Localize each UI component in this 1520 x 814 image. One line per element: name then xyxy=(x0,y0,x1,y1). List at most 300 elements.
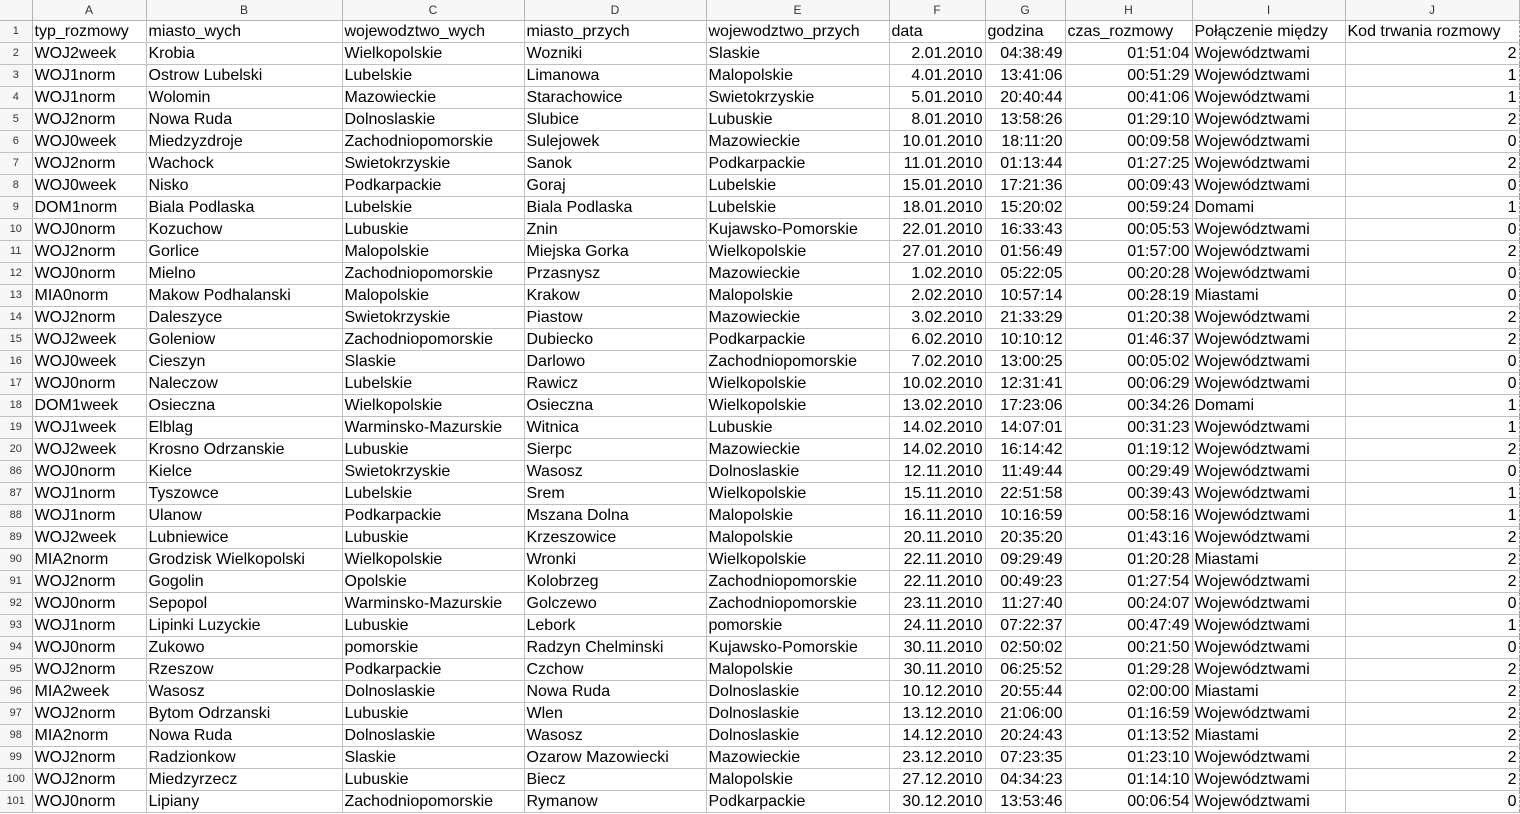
cell[interactable]: 00:05:53 xyxy=(1065,218,1192,240)
cell[interactable]: Sanok xyxy=(524,152,706,174)
cell[interactable]: Osieczna xyxy=(524,394,706,416)
cell[interactable]: 00:24:07 xyxy=(1065,592,1192,614)
cell[interactable]: Krzeszowice xyxy=(524,526,706,548)
column-header[interactable]: B xyxy=(146,0,342,20)
cell[interactable]: 18.01.2010 xyxy=(889,196,985,218)
cell[interactable]: Województwami xyxy=(1192,416,1345,438)
cell[interactable]: Znin xyxy=(524,218,706,240)
cell[interactable]: Podkarpackie xyxy=(706,328,889,350)
cell[interactable]: Województwami xyxy=(1192,526,1345,548)
cell[interactable]: 20:55:44 xyxy=(985,680,1065,702)
cell[interactable]: 14:07:01 xyxy=(985,416,1065,438)
cell[interactable]: Ozarow Mazowiecki xyxy=(524,746,706,768)
cell[interactable]: Limanowa xyxy=(524,64,706,86)
row-header[interactable]: 6 xyxy=(0,130,32,152)
cell[interactable]: Kujawsko-Pomorskie xyxy=(706,636,889,658)
cell[interactable]: 22.11.2010 xyxy=(889,548,985,570)
cell[interactable]: Lubuskie xyxy=(706,108,889,130)
column-header[interactable]: H xyxy=(1065,0,1192,20)
cell[interactable]: Mazowieckie xyxy=(706,262,889,284)
cell[interactable]: 13.02.2010 xyxy=(889,394,985,416)
cell[interactable]: Dolnoslaskie xyxy=(342,680,524,702)
cell[interactable]: Slubice xyxy=(524,108,706,130)
cell[interactable]: 2 xyxy=(1345,42,1519,64)
cell[interactable]: Witnica xyxy=(524,416,706,438)
cell[interactable]: Rzeszow xyxy=(146,658,342,680)
cell[interactable]: Zachodniopomorskie xyxy=(342,262,524,284)
cell[interactable]: 20:24:43 xyxy=(985,724,1065,746)
cell[interactable]: Dolnoslaskie xyxy=(342,724,524,746)
cell[interactable]: Mazowieckie xyxy=(706,746,889,768)
row-header[interactable]: 11 xyxy=(0,240,32,262)
cell[interactable]: Gorlice xyxy=(146,240,342,262)
cell[interactable]: Lubuskie xyxy=(342,218,524,240)
cell[interactable]: 00:21:50 xyxy=(1065,636,1192,658)
row-header[interactable]: 8 xyxy=(0,174,32,196)
cell[interactable]: 23.11.2010 xyxy=(889,592,985,614)
cell[interactable]: 11.01.2010 xyxy=(889,152,985,174)
cell[interactable]: Mazowieckie xyxy=(706,306,889,328)
cell[interactable]: Mszana Dolna xyxy=(524,504,706,526)
cell[interactable]: Województwami xyxy=(1192,372,1345,394)
cell[interactable]: Mielno xyxy=(146,262,342,284)
row-header[interactable]: 17 xyxy=(0,372,32,394)
cell[interactable]: 17:21:36 xyxy=(985,174,1065,196)
cell[interactable]: 10.12.2010 xyxy=(889,680,985,702)
cell[interactable]: Województwami xyxy=(1192,240,1345,262)
cell[interactable]: Województwami xyxy=(1192,218,1345,240)
row-header[interactable]: 16 xyxy=(0,350,32,372)
cell[interactable]: 21:33:29 xyxy=(985,306,1065,328)
cell[interactable]: Biecz xyxy=(524,768,706,790)
cell[interactable]: Malopolskie xyxy=(706,658,889,680)
cell[interactable]: 2 xyxy=(1345,328,1519,350)
cell[interactable]: 0 xyxy=(1345,460,1519,482)
cell[interactable]: 24.11.2010 xyxy=(889,614,985,636)
cell[interactable]: 00:51:29 xyxy=(1065,64,1192,86)
cell[interactable]: Podkarpackie xyxy=(706,152,889,174)
cell[interactable]: pomorskie xyxy=(342,636,524,658)
cell[interactable]: 2 xyxy=(1345,680,1519,702)
cell[interactable]: Wronki xyxy=(524,548,706,570)
cell[interactable]: 01:23:10 xyxy=(1065,746,1192,768)
row-header[interactable]: 14 xyxy=(0,306,32,328)
cell[interactable]: 04:34:23 xyxy=(985,768,1065,790)
cell[interactable]: Starachowice xyxy=(524,86,706,108)
cell[interactable]: Województwami xyxy=(1192,86,1345,108)
cell[interactable]: Wlen xyxy=(524,702,706,724)
cell[interactable]: Slaskie xyxy=(342,746,524,768)
cell[interactable]: Województwami xyxy=(1192,262,1345,284)
cell[interactable]: Miejska Gorka xyxy=(524,240,706,262)
cell[interactable]: Zachodniopomorskie xyxy=(342,328,524,350)
cell[interactable]: Tyszowce xyxy=(146,482,342,504)
cell[interactable]: 3.02.2010 xyxy=(889,306,985,328)
row-header[interactable]: 2 xyxy=(0,42,32,64)
cell[interactable]: Dolnoslaskie xyxy=(706,460,889,482)
cell[interactable]: Lubelskie xyxy=(342,372,524,394)
row-header[interactable]: 92 xyxy=(0,592,32,614)
cell[interactable]: 27.12.2010 xyxy=(889,768,985,790)
field-name-cell[interactable]: Kod trwania rozmowy xyxy=(1345,20,1519,42)
row-header[interactable]: 3 xyxy=(0,64,32,86)
field-name-cell[interactable]: typ_rozmowy xyxy=(32,20,146,42)
cell[interactable]: WOJ0norm xyxy=(32,262,146,284)
cell[interactable]: WOJ2norm xyxy=(32,702,146,724)
cell[interactable]: 01:27:25 xyxy=(1065,152,1192,174)
cell[interactable]: Wielkopolskie xyxy=(342,394,524,416)
cell[interactable]: 20:40:44 xyxy=(985,86,1065,108)
cell[interactable]: 11:27:40 xyxy=(985,592,1065,614)
cell[interactable]: 00:31:23 xyxy=(1065,416,1192,438)
cell[interactable]: Województwami xyxy=(1192,614,1345,636)
cell[interactable]: Wachock xyxy=(146,152,342,174)
cell[interactable]: 10.01.2010 xyxy=(889,130,985,152)
cell[interactable]: Slaskie xyxy=(706,42,889,64)
cell[interactable]: 2 xyxy=(1345,306,1519,328)
cell[interactable]: DOM1week xyxy=(32,394,146,416)
cell[interactable]: WOJ0norm xyxy=(32,460,146,482)
cell[interactable]: Podkarpackie xyxy=(342,504,524,526)
column-header[interactable]: J xyxy=(1345,0,1519,20)
cell[interactable]: 00:49:23 xyxy=(985,570,1065,592)
cell[interactable]: 22.11.2010 xyxy=(889,570,985,592)
row-header[interactable]: 87 xyxy=(0,482,32,504)
cell[interactable]: 1 xyxy=(1345,504,1519,526)
cell[interactable]: 15:20:02 xyxy=(985,196,1065,218)
cell[interactable]: Swietokrzyskie xyxy=(342,152,524,174)
cell[interactable]: 01:43:16 xyxy=(1065,526,1192,548)
cell[interactable]: Nisko xyxy=(146,174,342,196)
row-header[interactable]: 88 xyxy=(0,504,32,526)
cell[interactable]: 02:00:00 xyxy=(1065,680,1192,702)
cell[interactable]: WOJ2norm xyxy=(32,746,146,768)
cell[interactable]: Podkarpackie xyxy=(342,658,524,680)
cell[interactable]: Nowa Ruda xyxy=(524,680,706,702)
field-name-cell[interactable]: czas_rozmowy xyxy=(1065,20,1192,42)
cell[interactable]: 0 xyxy=(1345,262,1519,284)
cell[interactable]: Zachodniopomorskie xyxy=(706,570,889,592)
cell[interactable]: Ulanow xyxy=(146,504,342,526)
cell[interactable]: Makow Podhalanski xyxy=(146,284,342,306)
cell[interactable]: 12.11.2010 xyxy=(889,460,985,482)
cell[interactable]: Swietokrzyskie xyxy=(706,86,889,108)
cell[interactable]: MIA2norm xyxy=(32,548,146,570)
row-header[interactable]: 95 xyxy=(0,658,32,680)
row-header[interactable]: 9 xyxy=(0,196,32,218)
cell[interactable]: Dolnoslaskie xyxy=(706,724,889,746)
cell[interactable]: 2 xyxy=(1345,746,1519,768)
cell[interactable]: Wielkopolskie xyxy=(342,42,524,64)
cell[interactable]: Sulejowek xyxy=(524,130,706,152)
field-name-cell[interactable]: miasto_przych xyxy=(524,20,706,42)
cell[interactable]: 01:13:52 xyxy=(1065,724,1192,746)
field-name-cell[interactable]: wojewodztwo_przych xyxy=(706,20,889,42)
cell[interactable]: Mazowieckie xyxy=(706,438,889,460)
cell[interactable]: 2 xyxy=(1345,570,1519,592)
cell[interactable]: Bytom Odrzanski xyxy=(146,702,342,724)
cell[interactable]: 2.02.2010 xyxy=(889,284,985,306)
cell[interactable]: Województwami xyxy=(1192,64,1345,86)
cell[interactable]: Wozniki xyxy=(524,42,706,64)
cell[interactable]: Województwami xyxy=(1192,174,1345,196)
cell[interactable]: Wasosz xyxy=(524,460,706,482)
cell[interactable]: Wielkopolskie xyxy=(706,482,889,504)
cell[interactable]: Rawicz xyxy=(524,372,706,394)
cell[interactable]: Wasosz xyxy=(524,724,706,746)
cell[interactable]: 0 xyxy=(1345,130,1519,152)
row-header[interactable]: 13 xyxy=(0,284,32,306)
cell[interactable]: WOJ2norm xyxy=(32,570,146,592)
cell[interactable]: 07:23:35 xyxy=(985,746,1065,768)
row-header[interactable]: 20 xyxy=(0,438,32,460)
cell[interactable]: WOJ2norm xyxy=(32,152,146,174)
row-header[interactable]: 96 xyxy=(0,680,32,702)
cell[interactable]: WOJ2norm xyxy=(32,108,146,130)
row-header[interactable]: 93 xyxy=(0,614,32,636)
cell[interactable]: Dolnoslaskie xyxy=(342,108,524,130)
cell[interactable]: Zukowo xyxy=(146,636,342,658)
cell[interactable]: 1 xyxy=(1345,482,1519,504)
column-header[interactable]: F xyxy=(889,0,985,20)
cell[interactable]: Wasosz xyxy=(146,680,342,702)
cell[interactable]: Mazowieckie xyxy=(342,86,524,108)
cell[interactable]: Naleczow xyxy=(146,372,342,394)
cell[interactable]: 00:47:49 xyxy=(1065,614,1192,636)
cell[interactable]: 00:41:06 xyxy=(1065,86,1192,108)
cell[interactable]: 6.02.2010 xyxy=(889,328,985,350)
cell[interactable]: 00:39:43 xyxy=(1065,482,1192,504)
cell[interactable]: Cieszyn xyxy=(146,350,342,372)
cell[interactable]: Województwami xyxy=(1192,438,1345,460)
cell[interactable]: Lubelskie xyxy=(342,64,524,86)
cell[interactable]: 30.11.2010 xyxy=(889,636,985,658)
cell[interactable]: 01:27:54 xyxy=(1065,570,1192,592)
cell[interactable]: WOJ2norm xyxy=(32,306,146,328)
cell[interactable]: Malopolskie xyxy=(706,64,889,86)
cell[interactable]: Nowa Ruda xyxy=(146,724,342,746)
cell[interactable]: WOJ0week xyxy=(32,130,146,152)
row-header[interactable]: 100 xyxy=(0,768,32,790)
cell[interactable]: WOJ0norm xyxy=(32,218,146,240)
cell[interactable]: WOJ2week xyxy=(32,42,146,64)
cell[interactable]: Elblag xyxy=(146,416,342,438)
cell[interactable]: Opolskie xyxy=(342,570,524,592)
cell[interactable]: Województwami xyxy=(1192,482,1345,504)
field-name-cell[interactable]: Połączenie między xyxy=(1192,20,1345,42)
cell[interactable]: 14.12.2010 xyxy=(889,724,985,746)
cell[interactable]: WOJ2week xyxy=(32,328,146,350)
cell[interactable]: Województwami xyxy=(1192,460,1345,482)
cell[interactable]: 16:33:43 xyxy=(985,218,1065,240)
cell[interactable]: Województwami xyxy=(1192,306,1345,328)
cell[interactable]: Radzyn Chelminski xyxy=(524,636,706,658)
cell[interactable]: Daleszyce xyxy=(146,306,342,328)
row-header[interactable]: 101 xyxy=(0,790,32,812)
row-header[interactable]: 91 xyxy=(0,570,32,592)
cell[interactable]: Województwami xyxy=(1192,130,1345,152)
cell[interactable]: Województwami xyxy=(1192,592,1345,614)
cell[interactable]: Przasnysz xyxy=(524,262,706,284)
column-header[interactable]: G xyxy=(985,0,1065,20)
row-header[interactable]: 99 xyxy=(0,746,32,768)
cell[interactable]: 21:06:00 xyxy=(985,702,1065,724)
cell[interactable]: Zachodniopomorskie xyxy=(706,350,889,372)
cell[interactable]: WOJ0week xyxy=(32,350,146,372)
cell[interactable]: 01:51:04 xyxy=(1065,42,1192,64)
cell[interactable]: 30.11.2010 xyxy=(889,658,985,680)
cell[interactable]: 14.02.2010 xyxy=(889,416,985,438)
cell[interactable]: WOJ2norm xyxy=(32,658,146,680)
cell[interactable]: Czchow xyxy=(524,658,706,680)
column-header[interactable]: C xyxy=(342,0,524,20)
cell[interactable]: 00:09:43 xyxy=(1065,174,1192,196)
cell[interactable]: Swietokrzyskie xyxy=(342,306,524,328)
cell[interactable]: Mazowieckie xyxy=(706,130,889,152)
cell[interactable]: Slaskie xyxy=(342,350,524,372)
cell[interactable]: Wielkopolskie xyxy=(706,548,889,570)
cell[interactable]: WOJ1norm xyxy=(32,86,146,108)
field-name-cell[interactable]: data xyxy=(889,20,985,42)
row-header[interactable]: 12 xyxy=(0,262,32,284)
cell[interactable]: 0 xyxy=(1345,372,1519,394)
cell[interactable]: 0 xyxy=(1345,592,1519,614)
cell[interactable]: Goraj xyxy=(524,174,706,196)
cell[interactable]: Osieczna xyxy=(146,394,342,416)
cell[interactable]: 12:31:41 xyxy=(985,372,1065,394)
cell[interactable]: Wolomin xyxy=(146,86,342,108)
cell[interactable]: 0 xyxy=(1345,350,1519,372)
cell[interactable]: 11:49:44 xyxy=(985,460,1065,482)
cell[interactable]: Radzionkow xyxy=(146,746,342,768)
cell[interactable]: Gogolin xyxy=(146,570,342,592)
row-header[interactable]: 15 xyxy=(0,328,32,350)
cell[interactable]: 05:22:05 xyxy=(985,262,1065,284)
cell[interactable]: Lebork xyxy=(524,614,706,636)
cell[interactable]: Województwami xyxy=(1192,636,1345,658)
cell[interactable]: Lipiany xyxy=(146,790,342,812)
cell[interactable]: 00:06:54 xyxy=(1065,790,1192,812)
cell[interactable]: 5.01.2010 xyxy=(889,86,985,108)
cell[interactable]: WOJ2week xyxy=(32,438,146,460)
cell[interactable]: 10:10:12 xyxy=(985,328,1065,350)
cell[interactable]: pomorskie xyxy=(706,614,889,636)
cell[interactable]: 00:20:28 xyxy=(1065,262,1192,284)
cell[interactable]: 20.11.2010 xyxy=(889,526,985,548)
cell[interactable]: Piastow xyxy=(524,306,706,328)
cell[interactable]: Ostrow Lubelski xyxy=(146,64,342,86)
cell[interactable]: Lubuskie xyxy=(342,614,524,636)
cell[interactable]: 10:16:59 xyxy=(985,504,1065,526)
cell[interactable]: Wielkopolskie xyxy=(706,372,889,394)
cell[interactable]: 2 xyxy=(1345,152,1519,174)
cell[interactable]: Lubuskie xyxy=(342,702,524,724)
cell[interactable]: 17:23:06 xyxy=(985,394,1065,416)
cell[interactable]: Miedzyzdroje xyxy=(146,130,342,152)
cell[interactable]: Kolobrzeg xyxy=(524,570,706,592)
cell[interactable]: Miedzyrzecz xyxy=(146,768,342,790)
cell[interactable]: 0 xyxy=(1345,284,1519,306)
cell[interactable]: 13.12.2010 xyxy=(889,702,985,724)
cell[interactable]: Malopolskie xyxy=(342,284,524,306)
cell[interactable]: Zachodniopomorskie xyxy=(342,790,524,812)
cell[interactable]: 1 xyxy=(1345,614,1519,636)
cell[interactable]: 2 xyxy=(1345,108,1519,130)
cell[interactable]: Malopolskie xyxy=(342,240,524,262)
cell[interactable]: Podkarpackie xyxy=(342,174,524,196)
cell[interactable]: 2 xyxy=(1345,768,1519,790)
cell[interactable]: 10:57:14 xyxy=(985,284,1065,306)
cell[interactable]: 01:16:59 xyxy=(1065,702,1192,724)
cell[interactable]: 1 xyxy=(1345,64,1519,86)
cell[interactable]: 4.01.2010 xyxy=(889,64,985,86)
row-header[interactable]: 4 xyxy=(0,86,32,108)
cell[interactable]: 2 xyxy=(1345,240,1519,262)
cell[interactable]: 22.01.2010 xyxy=(889,218,985,240)
cell[interactable]: Województwami xyxy=(1192,790,1345,812)
cell[interactable]: Domami xyxy=(1192,196,1345,218)
cell[interactable]: MIA2week xyxy=(32,680,146,702)
cell[interactable]: Województwami xyxy=(1192,504,1345,526)
row-header[interactable]: 5 xyxy=(0,108,32,130)
cell[interactable]: 1 xyxy=(1345,416,1519,438)
cell[interactable]: WOJ1norm xyxy=(32,482,146,504)
cell[interactable]: Województwami xyxy=(1192,658,1345,680)
cell[interactable]: Województwami xyxy=(1192,746,1345,768)
cell[interactable]: Miastami xyxy=(1192,680,1345,702)
cell[interactable]: DOM1norm xyxy=(32,196,146,218)
cell[interactable]: 00:28:19 xyxy=(1065,284,1192,306)
cell[interactable]: WOJ2norm xyxy=(32,240,146,262)
cell[interactable]: Sierpc xyxy=(524,438,706,460)
cell[interactable]: Dolnoslaskie xyxy=(706,680,889,702)
cell[interactable]: Biala Podlaska xyxy=(524,196,706,218)
cell[interactable]: 00:34:26 xyxy=(1065,394,1192,416)
row-header[interactable]: 86 xyxy=(0,460,32,482)
cell[interactable]: 20:35:20 xyxy=(985,526,1065,548)
cell[interactable]: 06:25:52 xyxy=(985,658,1065,680)
cell[interactable]: Województwami xyxy=(1192,768,1345,790)
cell[interactable]: Wielkopolskie xyxy=(706,394,889,416)
cell[interactable]: Biala Podlaska xyxy=(146,196,342,218)
cell[interactable]: 00:09:58 xyxy=(1065,130,1192,152)
cell[interactable]: 00:59:24 xyxy=(1065,196,1192,218)
row-header[interactable]: 18 xyxy=(0,394,32,416)
cell[interactable]: 1 xyxy=(1345,86,1519,108)
cell[interactable]: 1.02.2010 xyxy=(889,262,985,284)
cell[interactable]: Kozuchow xyxy=(146,218,342,240)
cell[interactable]: 04:38:49 xyxy=(985,42,1065,64)
cell[interactable]: 22:51:58 xyxy=(985,482,1065,504)
cell[interactable]: Warminsko-Mazurskie xyxy=(342,592,524,614)
cell[interactable]: 16:14:42 xyxy=(985,438,1065,460)
cell[interactable]: WOJ0norm xyxy=(32,636,146,658)
cell[interactable]: 0 xyxy=(1345,218,1519,240)
column-header[interactable]: D xyxy=(524,0,706,20)
cell[interactable]: 01:14:10 xyxy=(1065,768,1192,790)
cell[interactable]: Województwami xyxy=(1192,152,1345,174)
cell[interactable]: Dubiecko xyxy=(524,328,706,350)
cell[interactable]: 1 xyxy=(1345,196,1519,218)
field-name-cell[interactable]: miasto_wych xyxy=(146,20,342,42)
row-header[interactable]: 19 xyxy=(0,416,32,438)
cell[interactable]: Lipinki Luzyckie xyxy=(146,614,342,636)
cell[interactable]: 18:11:20 xyxy=(985,130,1065,152)
cell[interactable]: WOJ2norm xyxy=(32,768,146,790)
cell[interactable]: Województwami xyxy=(1192,350,1345,372)
cell[interactable]: WOJ0norm xyxy=(32,790,146,812)
cell[interactable]: 2 xyxy=(1345,438,1519,460)
